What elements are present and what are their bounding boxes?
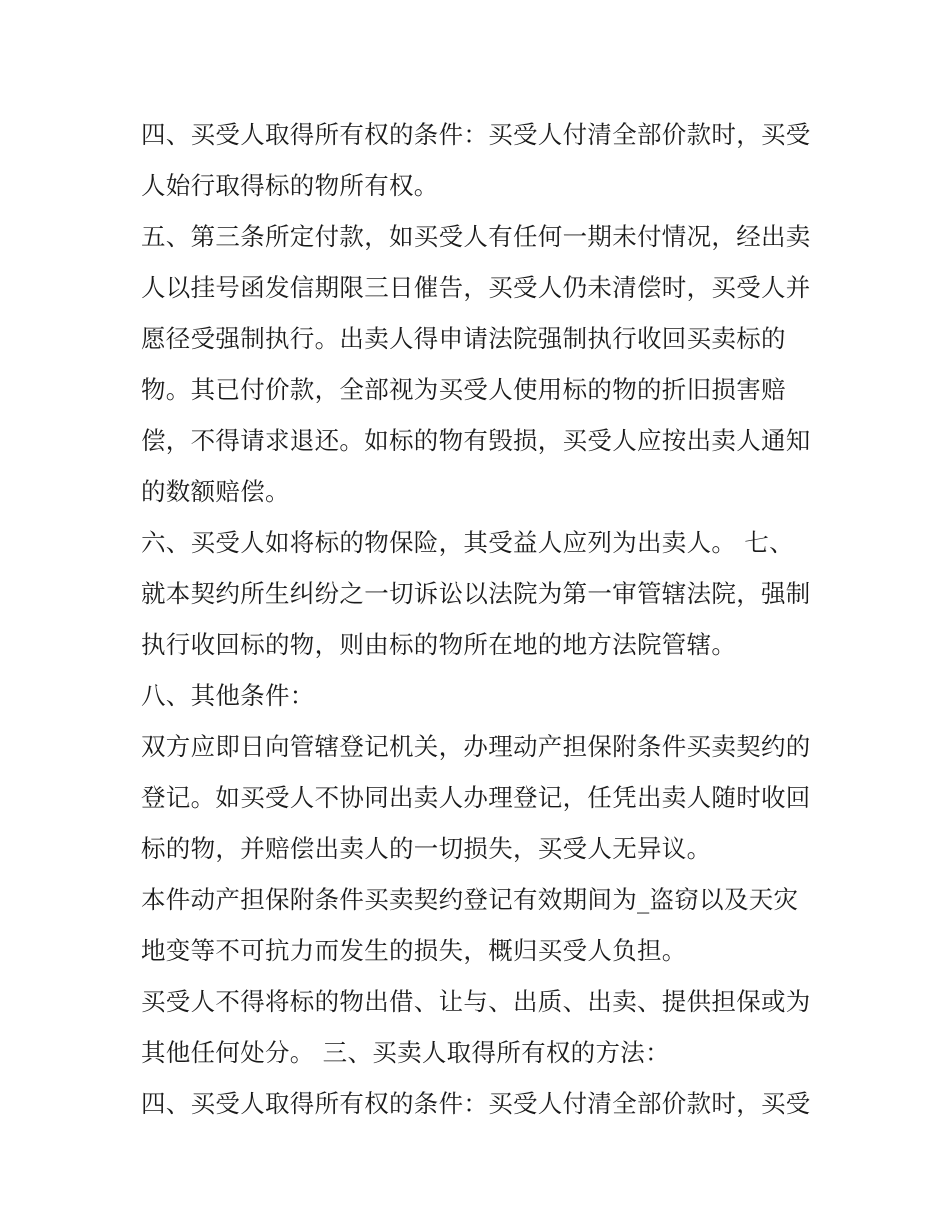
text-line: 的数额赔偿。 [141,477,290,506]
text-line: 偿，不得请求退还。如标的物有毁损，买受人应按出卖人通知 [141,426,811,455]
text-line: 登记。如买受人不协同出卖人办理登记，任凭出卖人随时收回 [141,783,811,812]
document-body [141,109,821,1129]
text-line: 六、买受人如将标的物保险，其受益人应列为出卖人。 七、 [141,528,794,557]
text-line: 就本契约所生纠纷之一切诉讼以法院为第一审管辖法院，强制 [141,579,811,608]
text-line: 本件动产担保附条件买卖契约登记有效期间为_盗窃以及天灾 [141,885,799,914]
text-line: 五、第三条所定付款，如买受人有任何一期未付情况，经出卖 [141,222,811,251]
text-line: 双方应即日向管辖登记机关，办理动产担保附条件买卖契约的 [141,732,811,761]
text-line: 其他任何处分。 三、买卖人取得所有权的方法： [141,1038,670,1067]
text-line: 标的物，并赔偿出卖人的一切损失，买受人无异议。 [141,834,712,863]
text-line: 八、其他条件： [141,681,315,710]
text-line: 四、买受人取得所有权的条件：买受人付清全部价款时，买受 [141,120,811,149]
text-line: 人以挂号函发信期限三日催告，买受人仍未清偿时，买受人并 [141,273,811,302]
text-line: 物。其已付价款，全部视为买受人使用标的物的折旧损害赔 [141,375,786,404]
text-line: 执行收回标的物，则由标的物所在地的地方法院管辖。 [141,630,737,659]
text-line: 愿径受强制执行。出卖人得申请法院强制执行收回买卖标的 [141,324,786,353]
text-line: 人始行取得标的物所有权。 [141,171,439,200]
text-line: 地变等不可抗力而发生的损失，概归买受人负担。 [141,936,687,965]
text-line: 买受人不得将标的物出借、让与、出质、出卖、提供担保或为 [141,987,811,1016]
text-line: 四、买受人取得所有权的条件：买受人付清全部价款时，买受 [141,1089,811,1118]
